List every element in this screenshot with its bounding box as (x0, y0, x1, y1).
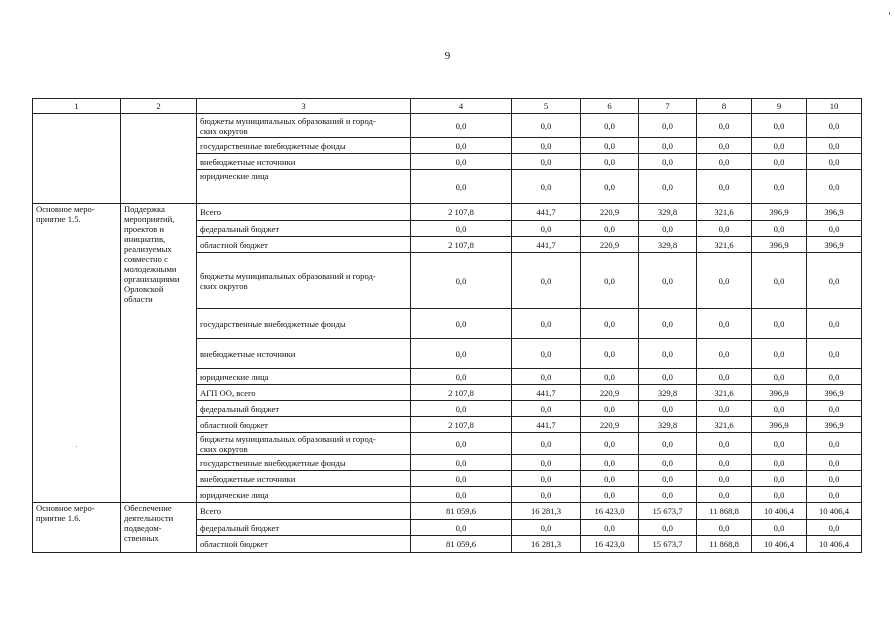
amount-cell: 220,9 (581, 204, 639, 221)
amount-cell: 0,0 (807, 471, 862, 487)
funding-source: государственные внебюджетные фонды (197, 309, 411, 339)
amount-cell: 396,9 (752, 385, 807, 401)
amount-cell: 0,0 (639, 114, 697, 138)
funding-source: внебюджетные источники (197, 471, 411, 487)
table-row (33, 204, 862, 221)
amount-cell: 0,0 (512, 401, 581, 417)
amount-cell: 0,0 (639, 401, 697, 417)
amount-cell: 321,6 (697, 237, 752, 253)
amount-cell: 0,0 (411, 471, 512, 487)
amount-cell: 0,0 (697, 433, 752, 455)
amount-cell: 0,0 (512, 253, 581, 309)
table-row (33, 503, 862, 520)
amount-cell: 0,0 (512, 221, 581, 237)
funding-source: юридические лица (197, 170, 411, 204)
amount-cell: 0,0 (411, 339, 512, 369)
amount-cell: 0,0 (411, 401, 512, 417)
amount-cell: 0,0 (411, 520, 512, 536)
amount-cell: 0,0 (697, 369, 752, 385)
amount-cell: 0,0 (581, 471, 639, 487)
amount-cell: 0,0 (411, 433, 512, 455)
event-description: Обеспечение деятельности подведом- ственных (121, 503, 197, 553)
amount-cell: 329,8 (639, 237, 697, 253)
amount-cell: 15 673,7 (639, 536, 697, 553)
amount-cell: 10 406,4 (807, 536, 862, 553)
amount-cell: 0,0 (697, 138, 752, 154)
amount-cell: 0,0 (752, 253, 807, 309)
amount-cell: 396,9 (752, 417, 807, 433)
amount-cell: 0,0 (411, 369, 512, 385)
amount-cell: 0,0 (639, 221, 697, 237)
amount-cell: 0,0 (512, 487, 581, 503)
amount-cell: 0,0 (512, 114, 581, 138)
amount-cell: 0,0 (411, 138, 512, 154)
table-row (33, 114, 862, 138)
amount-cell: 396,9 (807, 237, 862, 253)
amount-cell: 396,9 (752, 204, 807, 221)
funding-source: областной бюджет (197, 536, 411, 553)
funding-source: федеральный бюджет (197, 401, 411, 417)
funding-source: областной бюджет (197, 417, 411, 433)
amount-cell: 0,0 (411, 487, 512, 503)
amount-cell: 16 281,3 (512, 536, 581, 553)
amount-cell: 0,0 (752, 339, 807, 369)
amount-cell: 0,0 (581, 221, 639, 237)
amount-cell: 329,8 (639, 385, 697, 401)
amount-cell: 0,0 (752, 309, 807, 339)
page-number: 9 (444, 50, 451, 62)
amount-cell: 0,0 (411, 253, 512, 309)
amount-cell: 321,6 (697, 204, 752, 221)
amount-cell: 0,0 (581, 253, 639, 309)
funding-source: государственные внебюджетные фонды (197, 138, 411, 154)
amount-cell: 0,0 (752, 221, 807, 237)
amount-cell: 220,9 (581, 417, 639, 433)
amount-cell: 329,8 (639, 204, 697, 221)
column-header: 10 (807, 99, 862, 114)
amount-cell: 0,0 (411, 170, 512, 204)
amount-cell: 0,0 (639, 471, 697, 487)
column-header: 2 (121, 99, 197, 114)
amount-cell: 0,0 (752, 455, 807, 471)
amount-cell: 0,0 (697, 170, 752, 204)
amount-cell: 0,0 (512, 520, 581, 536)
amount-cell: 396,9 (752, 237, 807, 253)
amount-cell: 0,0 (807, 221, 862, 237)
amount-cell: 10 406,4 (807, 503, 862, 520)
amount-cell: 16 423,0 (581, 503, 639, 520)
event-name: Основное меро- приятие 1.5. (33, 204, 121, 503)
column-header: 4 (411, 99, 512, 114)
amount-cell: 0,0 (752, 170, 807, 204)
amount-cell: 0,0 (639, 138, 697, 154)
amount-cell: 321,6 (697, 417, 752, 433)
amount-cell: 0,0 (752, 471, 807, 487)
amount-cell: 0,0 (807, 369, 862, 385)
amount-cell: 441,7 (512, 417, 581, 433)
amount-cell: 0,0 (581, 309, 639, 339)
funding-source: Всего (197, 503, 411, 520)
amount-cell: 0,0 (697, 221, 752, 237)
amount-cell: 0,0 (581, 433, 639, 455)
amount-cell: 0,0 (697, 455, 752, 471)
funding-source: бюджеты муниципальных образований и город- ских округов (197, 433, 411, 455)
amount-cell: 441,7 (512, 385, 581, 401)
budget-table (32, 98, 862, 553)
amount-cell: 0,0 (411, 455, 512, 471)
amount-cell: 0,0 (581, 170, 639, 204)
amount-cell: 2 107,8 (411, 237, 512, 253)
amount-cell: 0,0 (411, 114, 512, 138)
amount-cell: 0,0 (639, 309, 697, 339)
amount-cell: 0,0 (807, 138, 862, 154)
amount-cell: 0,0 (512, 455, 581, 471)
amount-cell: 0,0 (411, 154, 512, 170)
amount-cell: 11 868,8 (697, 503, 752, 520)
amount-cell: 2 107,8 (411, 204, 512, 221)
amount-cell: 0,0 (807, 487, 862, 503)
amount-cell: 0,0 (411, 309, 512, 339)
scan-mark (76, 446, 77, 447)
amount-cell: 0,0 (807, 401, 862, 417)
amount-cell: 0,0 (752, 487, 807, 503)
amount-cell: 0,0 (581, 520, 639, 536)
funding-source: бюджеты муниципальных образований и город- ских округов (197, 114, 411, 138)
event-name: Основное меро- приятие 1.6. (33, 503, 121, 553)
amount-cell: 0,0 (512, 433, 581, 455)
table-body (33, 99, 862, 553)
column-header: 7 (639, 99, 697, 114)
amount-cell: 2 107,8 (411, 385, 512, 401)
amount-cell: 220,9 (581, 237, 639, 253)
amount-cell: 0,0 (807, 170, 862, 204)
funding-source: внебюджетные источники (197, 339, 411, 369)
amount-cell: 0,0 (807, 114, 862, 138)
funding-source: Всего (197, 204, 411, 221)
amount-cell: 0,0 (697, 401, 752, 417)
amount-cell: 0,0 (512, 339, 581, 369)
amount-cell: 0,0 (697, 339, 752, 369)
funding-source: АГП ОО, всего (197, 385, 411, 401)
amount-cell: 0,0 (411, 221, 512, 237)
amount-cell: 0,0 (807, 520, 862, 536)
amount-cell: 0,0 (697, 309, 752, 339)
amount-cell: 11 868,8 (697, 536, 752, 553)
funding-source: государственные внебюджетные фонды (197, 455, 411, 471)
amount-cell: 0,0 (581, 487, 639, 503)
amount-cell: 0,0 (512, 471, 581, 487)
amount-cell: 0,0 (639, 455, 697, 471)
amount-cell: 0,0 (581, 154, 639, 170)
amount-cell: 0,0 (752, 114, 807, 138)
amount-cell: 10 406,4 (752, 536, 807, 553)
amount-cell: 220,9 (581, 385, 639, 401)
event-description: Поддержка мероприятий, проектов и инициатив, реализуемых совместно с молодежными организациями Орловской области (121, 204, 197, 503)
funding-source: бюджеты муниципальных образований и город- ских округов (197, 253, 411, 309)
amount-cell: 0,0 (752, 138, 807, 154)
amount-cell: 0,0 (807, 455, 862, 471)
amount-cell: 16 423,0 (581, 536, 639, 553)
amount-cell: 0,0 (512, 309, 581, 339)
amount-cell: 0,0 (752, 433, 807, 455)
amount-cell: 329,8 (639, 417, 697, 433)
amount-cell: 81 059,6 (411, 503, 512, 520)
amount-cell: 0,0 (697, 253, 752, 309)
amount-cell: 0,0 (807, 154, 862, 170)
amount-cell: 0,0 (512, 369, 581, 385)
amount-cell: 0,0 (697, 471, 752, 487)
amount-cell: 2 107,8 (411, 417, 512, 433)
amount-cell: 321,6 (697, 385, 752, 401)
funding-source: областной бюджет (197, 237, 411, 253)
funding-source: федеральный бюджет (197, 520, 411, 536)
header-row (33, 99, 862, 114)
column-header: 8 (697, 99, 752, 114)
amount-cell: 0,0 (752, 154, 807, 170)
amount-cell: 10 406,4 (752, 503, 807, 520)
amount-cell: 396,9 (807, 385, 862, 401)
amount-cell: 0,0 (581, 138, 639, 154)
amount-cell: 0,0 (639, 487, 697, 503)
column-header: 1 (33, 99, 121, 114)
amount-cell: 0,0 (752, 401, 807, 417)
amount-cell: 0,0 (752, 369, 807, 385)
amount-cell: 0,0 (512, 170, 581, 204)
amount-cell: 441,7 (512, 204, 581, 221)
column-header: 5 (512, 99, 581, 114)
amount-cell: 0,0 (581, 339, 639, 369)
amount-cell: 0,0 (697, 487, 752, 503)
amount-cell: 0,0 (697, 520, 752, 536)
amount-cell: 0,0 (512, 154, 581, 170)
amount-cell: 0,0 (807, 339, 862, 369)
amount-cell: 0,0 (639, 154, 697, 170)
amount-cell: 0,0 (639, 253, 697, 309)
amount-cell: 0,0 (697, 114, 752, 138)
amount-cell: 0,0 (639, 520, 697, 536)
amount-cell: 81 059,6 (411, 536, 512, 553)
amount-cell: 0,0 (697, 154, 752, 170)
amount-cell: 0,0 (639, 433, 697, 455)
column-header: 3 (197, 99, 411, 114)
amount-cell: 0,0 (581, 455, 639, 471)
funding-source: юридические лица (197, 369, 411, 385)
funding-source: юридические лица (197, 487, 411, 503)
amount-cell: 0,0 (807, 433, 862, 455)
amount-cell: 0,0 (581, 114, 639, 138)
column-header: 9 (752, 99, 807, 114)
funding-source: внебюджетные источники (197, 154, 411, 170)
event-description (121, 114, 197, 204)
amount-cell: 441,7 (512, 237, 581, 253)
amount-cell: 396,9 (807, 417, 862, 433)
amount-cell: 0,0 (639, 369, 697, 385)
column-header: 6 (581, 99, 639, 114)
amount-cell: 0,0 (639, 170, 697, 204)
amount-cell: 396,9 (807, 204, 862, 221)
amount-cell: 0,0 (581, 401, 639, 417)
amount-cell: 0,0 (807, 253, 862, 309)
amount-cell: 0,0 (807, 309, 862, 339)
amount-cell: 0,0 (639, 339, 697, 369)
amount-cell: 0,0 (581, 369, 639, 385)
funding-source: федеральный бюджет (197, 221, 411, 237)
amount-cell: 0,0 (752, 520, 807, 536)
scan-mark (889, 12, 890, 15)
amount-cell: 15 673,7 (639, 503, 697, 520)
amount-cell: 0,0 (512, 138, 581, 154)
amount-cell: 16 281,3 (512, 503, 581, 520)
event-name (33, 114, 121, 204)
